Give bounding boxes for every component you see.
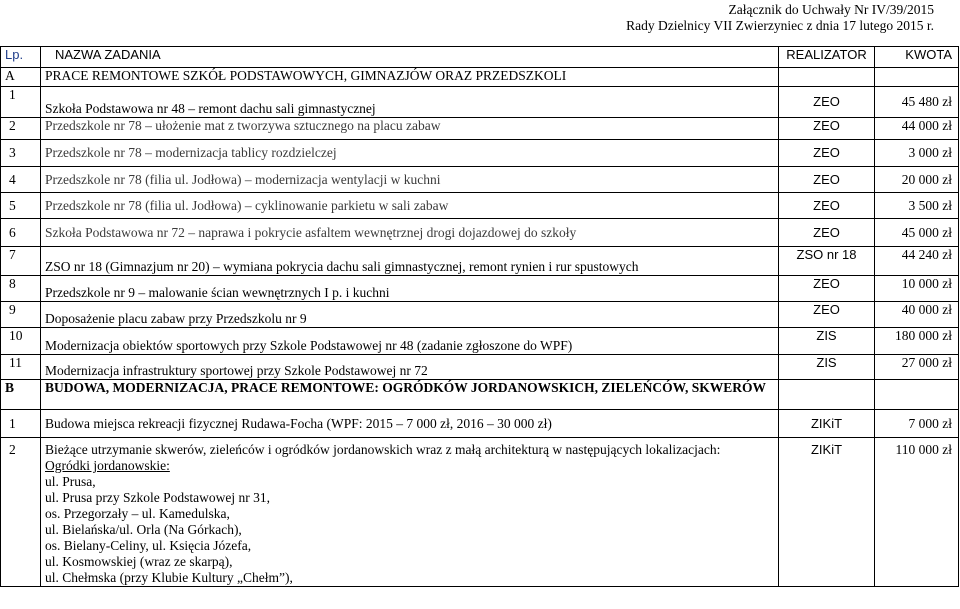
list-item: os. Przegorzały – ul. Kamedulska, bbox=[45, 506, 230, 521]
table-row: 6 Szkoła Podstawowa nr 72 – naprawa i pokrycie asfaltem wewnętrznej drogi dojazdowej do szkoły ZEO 45 000 zł bbox=[1, 219, 959, 247]
section-a-title: PRACE REMONTOWE SZKÓŁ PODSTAWOWYCH, GIMNAZJÓW ORAZ PRZEDSZKOLI bbox=[41, 68, 779, 87]
col-implementer: REALIZATOR bbox=[779, 47, 875, 68]
col-name: NAZWA ZADANIA bbox=[41, 47, 779, 68]
col-lp: Lp. bbox=[1, 47, 41, 68]
table-row: 7 ZSO nr 18 (Gimnazjum nr 20) – wymiana pokrycia dachu sali gimnastycznej, remont rynien i rur spustowych ZSO nr 18 44 240 zł bbox=[1, 247, 959, 276]
table-header-row bbox=[1, 47, 959, 68]
list-item: ul. Prusa przy Szkole Podstawowej nr 31, bbox=[45, 490, 270, 505]
table-row: 4 Przedszkole nr 78 (filia ul. Jodłowa) – modernizacja wentylacji w kuchni ZEO 20 000 zł bbox=[1, 167, 959, 193]
playgrounds-subheading: Ogródki jordanowskie: bbox=[45, 458, 170, 473]
table-row: 8 Przedszkole nr 9 – malowanie ścian wewnętrznych I p. i kuchni ZEO 10 000 zł bbox=[1, 276, 959, 302]
document-header bbox=[626, 2, 934, 34]
list-item: ul. Prusa, bbox=[45, 474, 96, 489]
tasks-table bbox=[0, 46, 959, 587]
col-amount: KWOTA bbox=[875, 47, 959, 68]
section-b-row bbox=[1, 380, 959, 410]
table-row: 9 Doposażenie placu zabaw przy Przedszkolu nr 9 ZEO 40 000 zł bbox=[1, 302, 959, 328]
section-a-id: A bbox=[1, 68, 41, 87]
table-row: 5 Przedszkole nr 78 (filia ul. Jodłowa) – cyklinowanie parkietu w sali zabaw ZEO 3 500 zł bbox=[1, 193, 959, 219]
table-row: 11 Modernizacja infrastruktury sportowej przy Szkole Podstawowej nr 72 ZIS 27 000 zł bbox=[1, 355, 959, 380]
maintenance-intro: Bieżące utrzymanie skwerów, zieleńców i ogródków jordanowskich wraz z małą architekturą w następujących lokalizacjach: bbox=[45, 442, 721, 457]
table-row: 2 Przedszkole nr 78 – ułożenie mat z tworzywa sztucznego na placu zabaw ZEO 44 000 zł bbox=[1, 118, 959, 140]
list-item: os. Bielany-Celiny, ul. Księcia Józefa, bbox=[45, 538, 252, 553]
list-item: ul. Chełmska (przy Klubie Kultury „Chełm”), bbox=[45, 570, 293, 585]
maintenance-cell bbox=[41, 438, 779, 587]
table-row: 1 Szkoła Podstawowa nr 48 – remont dachu sali gimnastycznej ZEO 45 480 zł bbox=[1, 87, 959, 118]
section-a-row bbox=[1, 68, 959, 87]
table-row: 3 Przedszkole nr 78 – modernizacja tablicy rozdzielczej ZEO 3 000 zł bbox=[1, 140, 959, 167]
table-row: 2 Bieżące utrzymanie skwerów, zieleńców i ogródków jordanowskich wraz z małą architekturą w następujących lokalizacjach: Ogródki jordanowskie: ul. Prusa, ul. Prusa przy Szkole Podstawowej nr 31, os. Przegorzały – ul. Kamedulska, ul. Bielańska/ul. Orla (Na Górkach), os. Bielany-Celiny, ul. Księcia Józefa, ul. Kosmowskiej (wraz ze skarpą), ul. Chełmska (przy Klubie Kultury „Chełm”), ZIKiT 110 000 zł bbox=[1, 438, 959, 587]
section-b-id: B bbox=[1, 380, 41, 410]
council-line: Rady Dzielnicy VII Zwierzyniec z dnia 17 lutego 2015 r. bbox=[626, 18, 934, 33]
table-row: 10 Modernizacja obiektów sportowych przy Szkole Podstawowej nr 48 (zadanie zgłoszone do WPF) ZIS 180 000 zł bbox=[1, 328, 959, 355]
list-item: ul. Bielańska/ul. Orla (Na Górkach), bbox=[45, 522, 242, 537]
section-b-title: BUDOWA, MODERNIZACJA, PRACE REMONTOWE: OGRÓDKÓW JORDANOWSKICH, ZIELEŃCÓW, SKWERÓW bbox=[41, 380, 779, 410]
table-row: 1 Budowa miejsca rekreacji fizycznej Rudawa-Focha (WPF: 2015 – 7 000 zł, 2016 – 30 000 zł) ZIKiT 7 000 zł bbox=[1, 410, 959, 438]
attachment-line: Załącznik do Uchwały Nr IV/39/2015 bbox=[728, 2, 934, 17]
list-item: ul. Kosmowskiej (wraz ze skarpą), bbox=[45, 554, 233, 569]
